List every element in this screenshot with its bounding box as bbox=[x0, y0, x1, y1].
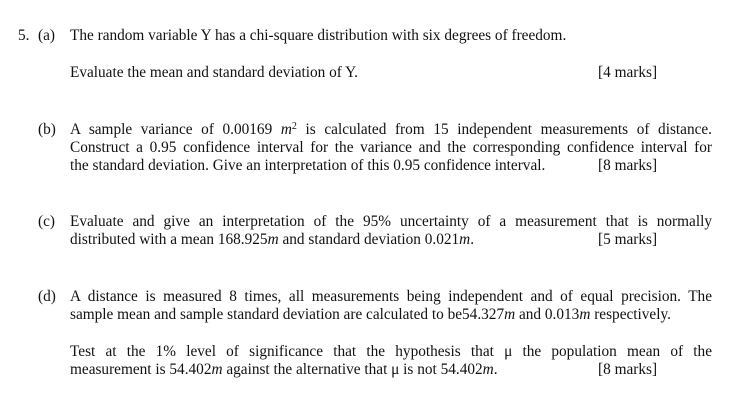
part-a-line-2 bbox=[70, 64, 358, 82]
part-b-line-1 bbox=[70, 121, 712, 139]
part-d-marks: [8 marks] bbox=[598, 361, 658, 378]
part-b-unit-exponent: 2 bbox=[291, 121, 297, 132]
part-a-text-2: Evaluate the mean and standard deviation of Y. bbox=[70, 64, 358, 81]
part-d-text-2b: and 0.013 bbox=[515, 306, 580, 323]
part-d-line-1 bbox=[70, 288, 712, 306]
part-d-unit-2: m bbox=[579, 306, 591, 323]
part-c-text-1: Evaluate and give an interpretation of the 95% uncertainty of a measurement that is normally bbox=[70, 213, 712, 230]
part-c-unit-2: m bbox=[459, 231, 471, 248]
part-d-line-2 bbox=[70, 306, 671, 324]
part-d-text-2a: sample mean and sample standard deviation are calculated to be54.327 bbox=[70, 306, 505, 323]
part-c-text-2b: and standard deviation 0.021 bbox=[278, 231, 460, 248]
part-d-text-4b: against the alternative that μ is not 54.402 bbox=[222, 361, 483, 378]
part-a-line-1 bbox=[70, 27, 566, 45]
part-d-unit-3: m bbox=[211, 361, 223, 378]
part-b-text-1b: is calculated from 15 independent measurements of distance. bbox=[305, 121, 713, 138]
part-c-line-2 bbox=[70, 231, 474, 249]
part-c-unit-1: m bbox=[267, 231, 279, 248]
part-c-line-1 bbox=[70, 213, 712, 231]
part-a-label: (a) bbox=[38, 27, 55, 44]
part-d-line-4 bbox=[70, 361, 498, 379]
part-b-label: (b) bbox=[38, 121, 56, 138]
part-d-label: (d) bbox=[38, 288, 56, 305]
part-b-line-3 bbox=[70, 157, 545, 175]
part-c-marks: [5 marks] bbox=[598, 231, 658, 248]
part-d-unit-1: m bbox=[504, 306, 516, 323]
part-b-text-3: the standard deviation. Give an interpretation of this 0.95 confidence interval. bbox=[70, 157, 546, 174]
part-d-text-4a: measurement is 54.402 bbox=[70, 361, 212, 378]
part-b-line-2 bbox=[70, 139, 712, 157]
part-a-marks: [4 marks] bbox=[598, 64, 658, 81]
part-b-text-2: Construct a 0.95 confidence interval for the variance and the corresponding confidence interval for bbox=[70, 139, 712, 156]
part-d-text-3: Test at the 1% level of significance that the hypothesis that μ the population mean of the bbox=[70, 343, 712, 360]
part-d-unit-4: m bbox=[482, 361, 494, 378]
part-c-text-2a: distributed with a mean 168.925 bbox=[70, 231, 268, 248]
part-d-text-1: A distance is measured 8 times, all measurements being independent and of equal precision. The bbox=[70, 288, 712, 305]
part-d-text-4c: . bbox=[493, 361, 498, 378]
part-c-label: (c) bbox=[38, 213, 55, 230]
question-number: 5. bbox=[18, 27, 30, 44]
part-c-text-2c: . bbox=[470, 231, 475, 248]
part-d-text-2c: respectively. bbox=[590, 306, 671, 323]
part-a-text-1: The random variable Y has a chi-square distribution with six degrees of freedom. bbox=[70, 27, 567, 44]
part-b-unit: m bbox=[280, 121, 292, 138]
part-d-line-3 bbox=[70, 343, 712, 361]
part-b-text-1a: A sample variance of 0.00169 bbox=[70, 121, 273, 138]
part-b-marks: [8 marks] bbox=[598, 157, 658, 174]
